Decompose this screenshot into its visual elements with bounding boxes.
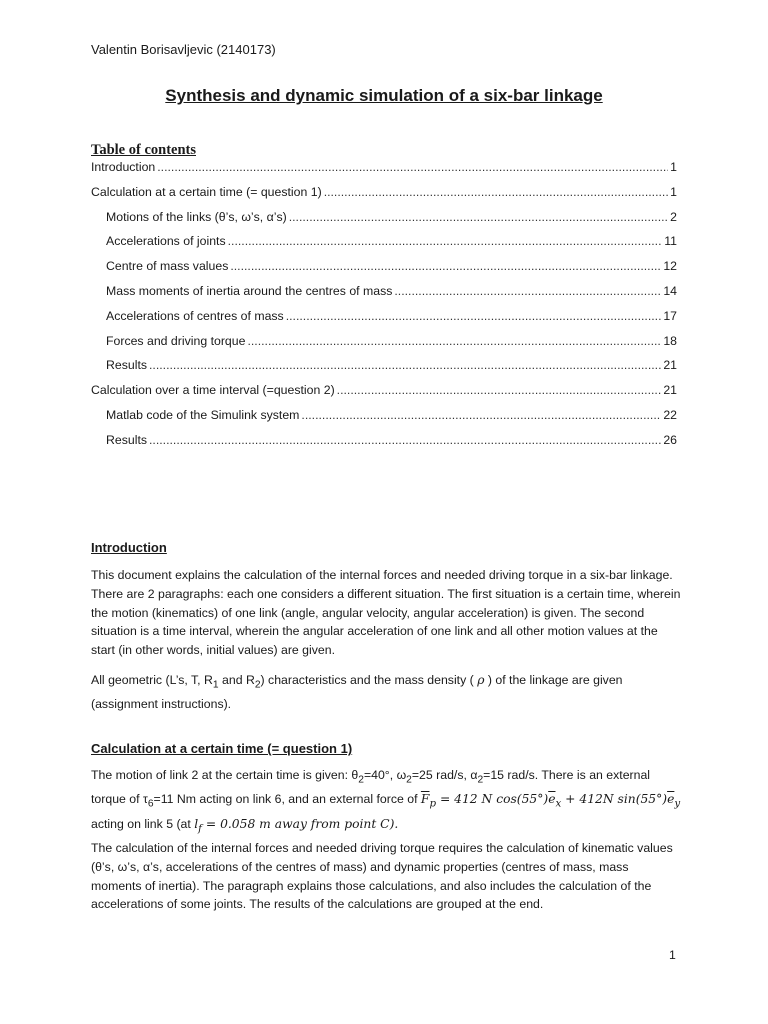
toc-entry-label: Matlab code of the Simulink system — [106, 407, 300, 422]
toc-entry[interactable] — [91, 309, 677, 334]
toc-leader-dots — [247, 334, 661, 348]
toc-entry[interactable] — [91, 383, 677, 408]
toc-entry-label: Introduction — [91, 160, 156, 174]
toc-entry[interactable] — [91, 408, 677, 433]
question1-heading: Calculation at a certain time (= question 1) — [91, 741, 353, 756]
toc-entry-label: Calculation at a certain time (= question 1) — [91, 184, 322, 199]
toc-entry-page: 14 — [663, 283, 677, 298]
toc-entry-page: 2 — [670, 209, 677, 224]
introduction-paragraph-2: All geometric (L’s, T, $R_1$ and $R_2$) characteristics and the mass density ( ρ ) of the linkage are given (assignment instructions). — [91, 673, 623, 712]
toc-leader-dots — [289, 210, 668, 224]
toc-leader-dots — [394, 284, 661, 298]
introduction-paragraph-1: This document explains the calculation of the internal forces and needed driving torque in a six-bar linkage. There are 2 paragraphs: each one considers a different situation. The first situation is a certain time, wherein the motion (kinematics) of one link (angle, angular velocity, angular acceleration) is given. The second situation is a time interval, wherein the angular acceleration of one link and all other motion values at the start (in other words, initial values) are given. — [91, 568, 681, 658]
toc-heading: Table of contents — [91, 142, 196, 158]
toc-leader-dots — [324, 185, 668, 199]
toc-entry-page: 11 — [664, 234, 677, 249]
toc-entry[interactable] — [91, 284, 677, 309]
toc-entry-label: Centre of mass values — [106, 259, 229, 274]
toc-entry-page: 18 — [663, 333, 677, 348]
toc-leader-dots — [230, 259, 661, 273]
introduction-heading: Introduction — [91, 540, 167, 555]
toc-entry-label: Accelerations of joints — [106, 234, 226, 249]
toc-entry[interactable] — [91, 160, 677, 185]
toc-entry[interactable] — [91, 334, 677, 359]
toc-leader-dots — [337, 383, 662, 397]
toc-entry[interactable] — [91, 433, 677, 458]
toc-entry[interactable] — [91, 210, 677, 235]
toc-leader-dots — [228, 234, 663, 248]
toc-leader-dots — [149, 358, 661, 372]
toc-entry-page: 21 — [663, 383, 677, 398]
toc-entry[interactable] — [91, 234, 677, 259]
toc-entry[interactable] — [91, 358, 677, 383]
toc-entry[interactable] — [91, 259, 677, 284]
toc-entry-label: Calculation over a time interval (=question 2) — [91, 383, 335, 398]
toc-entry-label: Results — [106, 432, 148, 447]
toc-entry-label: Accelerations of centres of mass — [106, 308, 284, 323]
toc-entry-label: Results — [106, 358, 148, 373]
toc-entry-page: 1 — [670, 184, 677, 199]
author-header: Valentin Borisavljevic (2140173) — [91, 42, 276, 57]
table-of-contents — [91, 160, 677, 458]
toc-entry-page: 26 — [663, 432, 677, 447]
page-number: 1 — [669, 948, 676, 962]
toc-entry[interactable] — [91, 185, 677, 210]
toc-entry-page: 21 — [663, 358, 677, 373]
toc-entry-label: Motions of the links (θ’s, ω’s, α’s) — [106, 209, 287, 224]
question1-paragraph-2: The calculation of the internal forces and needed driving torque requires the calculation of kinematic values (θ’s, ω’s, α’s, accelerations of the centres of mass) and dynamic properties (centres of mass, mass moments of inertia). The paragraph explains those calculations, and also includes the calculation of the accelerations of some joints. The results of the calculations are grouped at the end. — [91, 841, 673, 912]
toc-entry-page: 17 — [663, 308, 677, 323]
toc-entry-page: 12 — [663, 259, 677, 274]
toc-entry-page: 1 — [670, 160, 677, 174]
toc-leader-dots — [301, 408, 661, 422]
toc-entry-label: Mass moments of inertia around the centres of mass — [106, 283, 393, 298]
toc-leader-dots — [157, 160, 668, 174]
toc-leader-dots — [286, 309, 662, 323]
toc-entry-label: Forces and driving torque — [106, 333, 246, 348]
toc-leader-dots — [149, 433, 661, 447]
document-title: Synthesis and dynamic simulation of a six-bar linkage — [165, 86, 603, 105]
toc-entry-page: 22 — [663, 407, 677, 422]
question1-paragraph-1: The motion of link 2 at the certain time is given: $\theta_2=40^\circ$, $\omega_2=25$ rad/s, $\alpha_2=15$ rad/s. There is an external torque of $\tau_6=11$ Nm acting on link 6, and an external force of $\overline{F}_p = 412$ N $\cos(55^\circ)\overline{e}_x + 412N$ $\sin(55^\circ)\overline{e}_y$ acting on link 5 (at $l_f = 0.058$ m away from point C). — [91, 768, 681, 834]
